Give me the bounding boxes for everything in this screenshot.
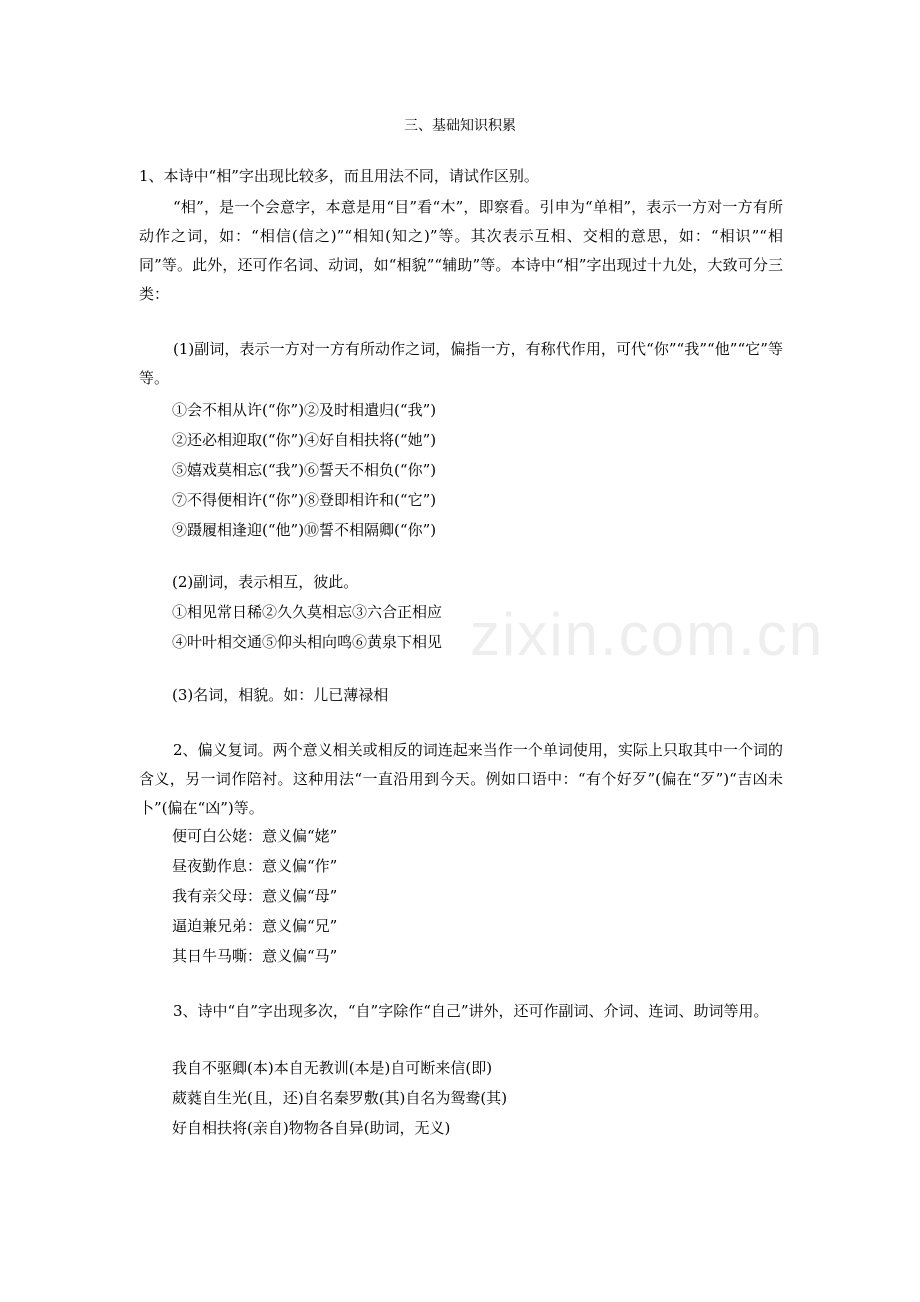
q1-cat1-example: ⑤嬉戏莫相忘(“我”)⑥誓天不相负(“你”): [172, 461, 437, 479]
q1-cat2-heading: (2)副词，表示相互，彼此。: [172, 573, 359, 591]
q1-cat1-example: ①会不相从许(“你”)②及时相遣归(“我”): [172, 401, 437, 419]
q1-cat2-example: ④叶叶相交通⑤仰头相向鸣⑥黄泉下相见: [172, 633, 443, 651]
watermark: zixin.com.cn: [470, 601, 825, 668]
q1-cat3-heading: (3)名词，相貌。如：儿已薄禄相: [172, 686, 389, 704]
q1-explanation: [139, 193, 783, 309]
q2-explanation-text: 2、偏义复词。两个意义相关或相反的词连起来当作一个单词使用，实际上只取其中一个词的含义，另一词作陪衬。这种用法“一直沿用到今天。例如口语中：“有个好歹”(偏在“歹”)“吉凶未卜”(偏在“凶”)等。: [139, 741, 783, 817]
q3-example: 好自相扶将(亲自)物物各自异(助词，无义): [172, 1119, 451, 1137]
q1-cat2-example: ①相见常日稀②久久莫相忘③六合正相应: [172, 603, 443, 621]
q3-example: 我自不驱卿(本)本自无教训(本是)自可断来信(即): [172, 1059, 493, 1077]
q2-example: 昼夜勤作息：意义偏“作”: [172, 857, 338, 875]
q1-cat1-example: ②还必相迎取(“你”)④好自相扶将(“她”): [172, 431, 437, 449]
q2-example: 逼迫兼兄弟：意义偏“兄”: [172, 917, 338, 935]
q1-cat1-example: ⑦不得便相许(“你”)⑧登即相许和(“它”): [172, 491, 437, 509]
q2-example: 便可白公姥：意义偏“姥”: [172, 827, 338, 845]
q3-example: 葳蕤自生光(且，还)自名秦罗敷(其)自名为鸳鸯(其): [172, 1089, 508, 1107]
q3-explanation: [139, 997, 783, 1026]
q1-cat1-heading: [139, 335, 783, 393]
q2-example: 其日牛马嘶：意义偏“马”: [172, 947, 338, 965]
q2-explanation: [139, 736, 783, 823]
q1-explanation-text: “相”，是一个会意字，本意是用“目”看“木”，即察看。引申为“单相”，表示一方对一方有所动作之词，如：“相信(信之)”“相知(知之)”等。其次表示互相、交相的意思，如：“相识”“相同”等。此外，还可作名词、动词，如“相貌”“辅助”等。本诗中“相”字出现过十九处，大致可分三类：: [139, 198, 783, 303]
q2-example: 我有亲父母：意义偏“母”: [172, 887, 338, 905]
section-title: 三、基础知识积累: [404, 118, 516, 134]
q3-explanation-text: 3、诗中“自”字出现多次，“自”字除作“自己”讲外，还可作副词、介词、连词、助词等用。: [173, 1002, 769, 1020]
q1-cat1-example: ⑨蹑履相逢迎(“他”)⑩誓不相隔卿(“你”): [172, 521, 437, 539]
q1-question: 1、本诗中“相”字出现比较多，而且用法不同，请试作区别。: [139, 167, 539, 185]
q1-cat1-heading-text: (1)副词，表示一方对一方有所动作之词，偏指一方，有称代作用，可代“你”“我”“他”“它”等等。: [139, 340, 783, 387]
